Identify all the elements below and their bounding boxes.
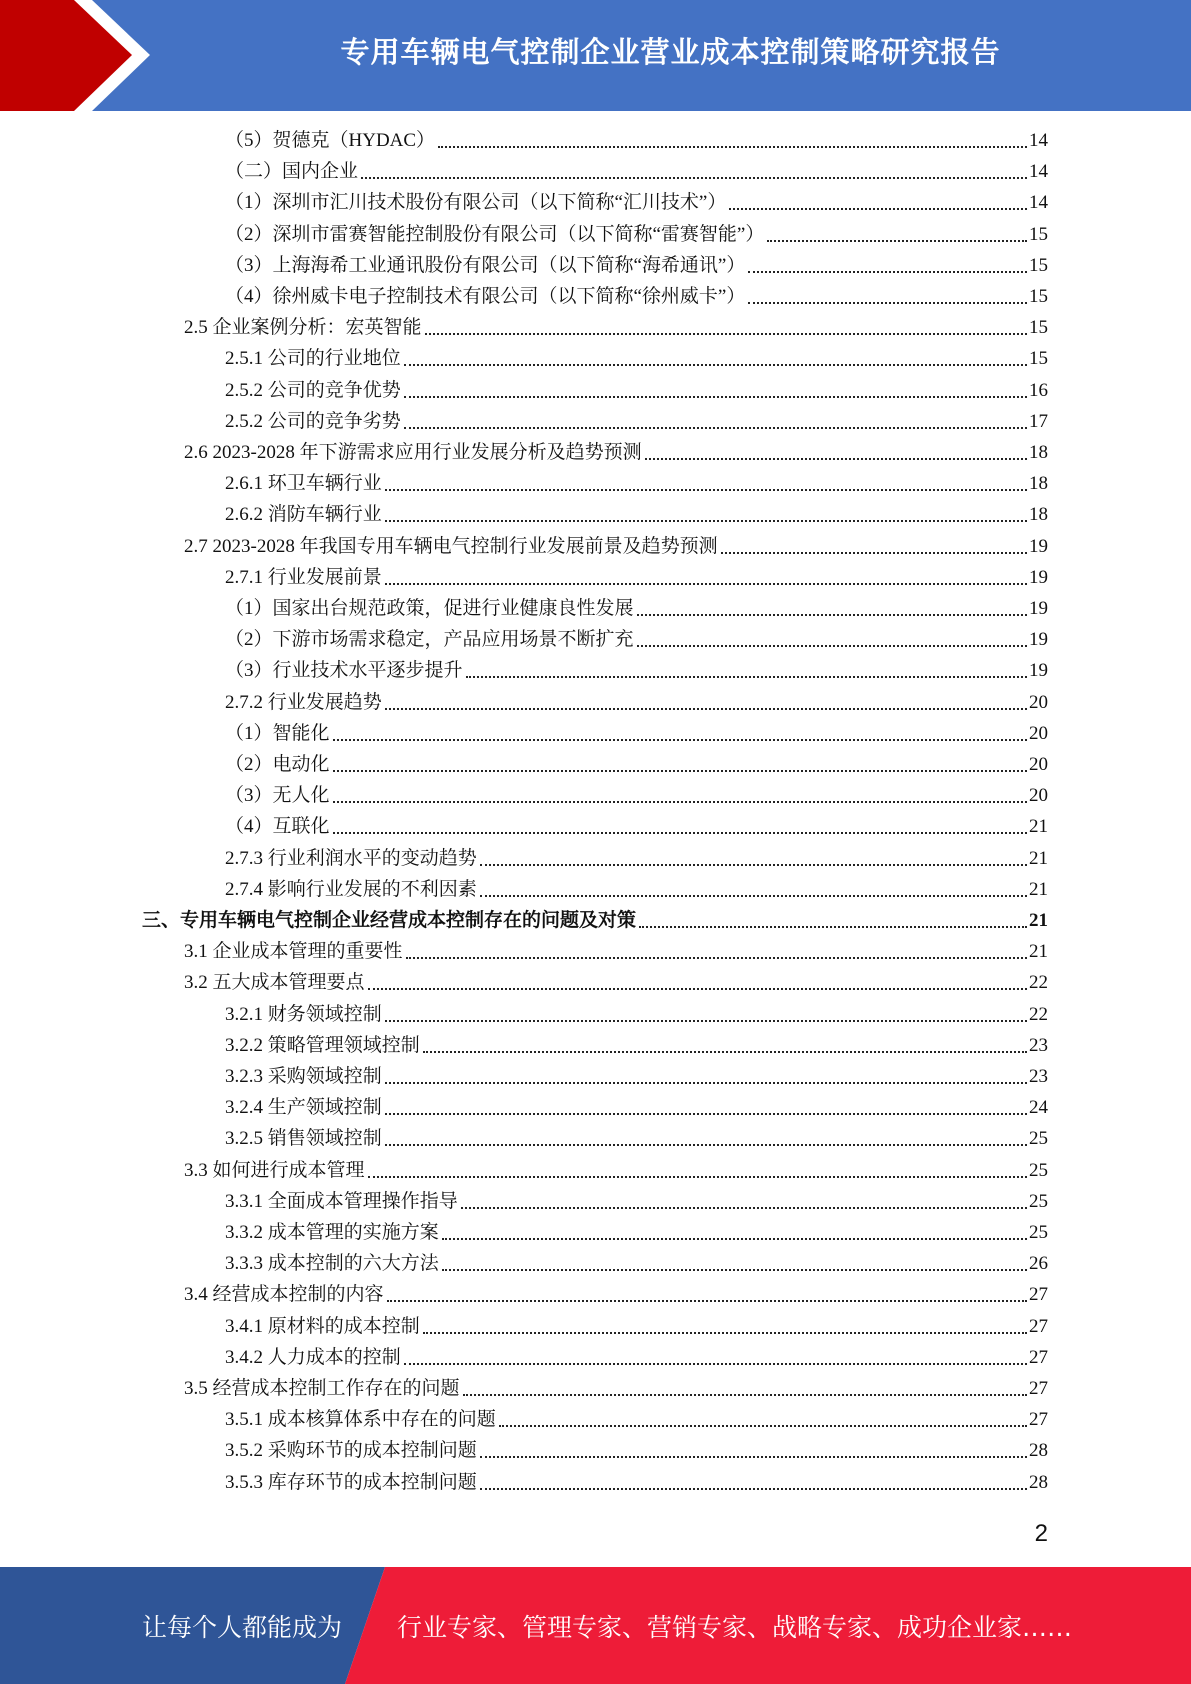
toc-dot-leader (637, 645, 1027, 647)
toc-dot-leader (463, 1394, 1027, 1396)
toc-entry-page: 18 (1029, 504, 1048, 526)
toc-entry[interactable] (225, 1064, 1048, 1090)
toc-entry-page: 21 (1029, 847, 1048, 869)
toc-entry-title: 3.2 五大成本管理要点 (184, 972, 365, 994)
toc-entry-title: 3.2.3 采购领域控制 (225, 1066, 382, 1087)
toc-dot-leader (637, 614, 1027, 616)
toc-entry[interactable] (225, 1407, 1048, 1433)
toc-entry-title: 2.5.1 公司的行业地位 (225, 348, 401, 370)
toc-dot-leader (385, 583, 1027, 585)
toc-entry-page: 15 (1029, 348, 1048, 370)
toc-dot-leader (423, 1051, 1027, 1053)
toc-entry-title: （4）互联化 (225, 816, 330, 838)
toc-entry[interactable] (225, 846, 1048, 872)
toc-entry-title: （1）深圳市汇川技术股份有限公司（以下简称“汇川技术”） (225, 192, 727, 214)
toc-entry[interactable] (225, 253, 1048, 279)
toc-entry-title: （二）国内企业 (225, 161, 359, 183)
toc-dot-leader (404, 1363, 1027, 1365)
toc-entry-title: 2.5.2 公司的竞争劣势 (225, 410, 401, 432)
toc-entry[interactable] (225, 378, 1048, 404)
toc-entry-title: （1）智能化 (225, 722, 330, 744)
page-number: 2 (1034, 1520, 1048, 1547)
toc-entry-page: 15 (1029, 286, 1048, 307)
toc-entry[interactable] (184, 939, 1048, 965)
toc-entry[interactable] (184, 1376, 1048, 1402)
toc-entry-page: 20 (1029, 785, 1048, 807)
toc-entry[interactable] (184, 970, 1048, 996)
toc-entry-page: 20 (1029, 754, 1048, 775)
toc-entry-title: 3.5.2 采购环节的成本控制问题 (225, 1440, 477, 1462)
toc-dot-leader (333, 801, 1027, 803)
toc-dot-leader (466, 676, 1027, 678)
toc-entry-page: 21 (1029, 816, 1048, 838)
toc-dot-leader (767, 240, 1027, 242)
toc-entry-page: 15 (1029, 317, 1048, 339)
toc-entry[interactable] (225, 1345, 1048, 1371)
toc-dot-leader (385, 1082, 1027, 1084)
toc-entry-title: 3.3.1 全面成本管理操作指导 (225, 1190, 458, 1212)
toc-entry[interactable] (225, 814, 1048, 840)
toc-entry-page: 14 (1029, 192, 1048, 214)
toc-entry[interactable] (184, 1282, 1048, 1308)
toc-entry-page: 28 (1029, 1471, 1048, 1493)
toc-dot-leader (480, 1456, 1027, 1458)
toc-entry[interactable] (225, 721, 1048, 747)
toc-entry-title: 2.7.3 行业利润水平的变动趋势 (225, 847, 477, 869)
toc-dot-leader (368, 1176, 1027, 1178)
toc-entry[interactable] (184, 1158, 1048, 1184)
toc-entry-title: 3.4 经营成本控制的内容 (184, 1284, 384, 1306)
toc-dot-leader (748, 271, 1027, 273)
toc-entry-title: 3.4.2 人力成本的控制 (225, 1346, 401, 1368)
toc-entry-page: 27 (1029, 1315, 1048, 1337)
toc-entry-title: 2.6.2 消防车辆行业 (225, 504, 382, 526)
toc-entry-title: 3.1 企业成本管理的重要性 (184, 941, 403, 963)
toc-entry-title: 2.7.2 行业发展趋势 (225, 691, 382, 713)
toc-entry-page: 19 (1029, 535, 1048, 557)
toc-dot-leader (368, 988, 1027, 990)
toc-entry[interactable] (225, 627, 1048, 653)
toc-entry[interactable] (225, 1220, 1048, 1246)
toc-entry[interactable] (225, 783, 1048, 809)
toc-entry-page: 18 (1029, 442, 1048, 463)
toc-entry-title: （3）行业技术水平逐步提升 (225, 660, 463, 682)
toc-entry-page: 19 (1029, 660, 1048, 682)
toc-dot-leader (361, 177, 1027, 179)
toc-entry-page: 19 (1029, 629, 1048, 651)
toc-entry[interactable] (225, 502, 1048, 528)
toc-entry-title: 3.5 经营成本控制工作存在的问题 (184, 1378, 460, 1399)
toc-entry-page: 18 (1029, 473, 1048, 495)
toc-entry-page: 27 (1029, 1409, 1048, 1431)
toc-entry-page: 26 (1029, 1253, 1048, 1275)
toc-entry-page: 25 (1029, 1128, 1048, 1150)
toc-dot-leader (385, 1020, 1027, 1022)
toc-entry[interactable] (184, 315, 1048, 341)
toc-entry-title: 3.5.3 库存环节的成本控制问题 (225, 1471, 477, 1493)
toc-entry-title: 2.5 企业案例分析：宏英智能 (184, 317, 422, 339)
footer-slogan-left: 让每个人都能成为 (142, 1612, 343, 1642)
toc-entry-page: 23 (1029, 1034, 1048, 1056)
toc-entry[interactable] (225, 1189, 1048, 1215)
toc-entry[interactable] (225, 752, 1048, 778)
toc-entry-title: 2.6.1 环卫车辆行业 (225, 473, 382, 495)
toc-entry[interactable] (184, 534, 1048, 560)
toc-entry-page: 25 (1029, 1190, 1048, 1212)
toc-entry-page: 14 (1029, 161, 1048, 183)
toc-dot-leader (423, 1332, 1027, 1334)
toc-entry[interactable] (225, 1126, 1048, 1152)
toc-entry-title: （3）上海海希工业通讯股份有限公司（以下简称“海希通讯”） (225, 254, 746, 276)
toc-entry[interactable] (184, 440, 1048, 466)
toc-dot-leader (385, 1144, 1027, 1146)
toc-entry[interactable] (225, 1470, 1048, 1496)
toc-entry-title: 2.7 2023-2028 年我国专用车辆电气控制行业发展前景及趋势预测 (184, 535, 718, 557)
toc-entry-title: 3.4.1 原材料的成本控制 (225, 1315, 420, 1337)
toc-entry-page: 22 (1029, 972, 1048, 994)
toc-entry[interactable] (225, 1033, 1048, 1059)
toc-entry-title: 3.2.4 生产领域控制 (225, 1097, 382, 1119)
toc-entry-title: （5）贺德克（HYDAC） (225, 130, 436, 151)
toc-entry-title: 3.2.2 策略管理领域控制 (225, 1034, 420, 1056)
toc-dot-leader (438, 146, 1027, 148)
toc-entry[interactable] (225, 1002, 1048, 1028)
toc-entry-title: 2.7.1 行业发展前景 (225, 566, 382, 588)
toc-entry[interactable] (225, 471, 1048, 497)
toc-entry-title: （2）下游市场需求稳定，产品应用场景不断扩充 (225, 629, 634, 651)
arrow-logo-icon (0, 0, 160, 111)
toc-entry[interactable] (225, 877, 1048, 903)
toc-entry-page: 16 (1029, 379, 1048, 401)
toc-dot-leader (404, 364, 1027, 366)
toc-entry-page: 15 (1029, 254, 1048, 276)
toc-dot-leader (480, 895, 1027, 897)
toc-dot-leader (499, 1425, 1027, 1427)
toc-entry-page: 27 (1029, 1378, 1048, 1399)
toc-dot-leader (406, 957, 1027, 959)
toc-entry-page: 17 (1029, 410, 1048, 432)
toc-entry[interactable] (225, 222, 1048, 248)
toc-dot-leader (645, 458, 1027, 460)
toc-entry-page: 21 (1029, 878, 1048, 900)
toc-entry-page: 25 (1029, 1222, 1048, 1243)
toc-dot-leader (404, 396, 1027, 398)
toc-entry[interactable] (225, 1438, 1048, 1464)
toc-entry-title: 2.5.2 公司的竞争优势 (225, 379, 401, 401)
page-footer (0, 1567, 1191, 1684)
toc-entry-title: 3.2.5 销售领域控制 (225, 1128, 382, 1150)
report-title: 专用车辆电气控制企业营业成本控制策略研究报告 (340, 34, 1001, 69)
toc-dot-leader (442, 1269, 1027, 1271)
toc-entry-page: 28 (1029, 1440, 1048, 1462)
toc-dot-leader (404, 427, 1027, 429)
toc-entry[interactable] (225, 690, 1048, 716)
toc-entry-page: 20 (1029, 722, 1048, 744)
footer-slogan-right: 行业专家、管理专家、营销专家、战略专家、成功企业家…… (397, 1612, 1073, 1642)
toc-entry-title: 三、专用车辆电气控制企业经营成本控制存在的问题及对策 (142, 910, 637, 931)
toc-dot-leader (385, 1113, 1027, 1115)
toc-entry-title: 2.6 2023-2028 年下游需求应用行业发展分析及趋势预测 (184, 442, 642, 463)
toc-entry-title: 2.7.4 影响行业发展的不利因素 (225, 878, 477, 900)
toc-entry-page: 25 (1029, 1159, 1048, 1181)
toc-entry-title: 3.5.1 成本核算体系中存在的问题 (225, 1409, 496, 1431)
toc-entry[interactable] (225, 596, 1048, 622)
toc-entry-title: （3）无人化 (225, 785, 330, 807)
toc-dot-leader (385, 708, 1027, 710)
toc-entry-title: 3.2.1 财务领域控制 (225, 1003, 382, 1025)
toc-dot-leader (461, 1207, 1027, 1209)
page-header (0, 0, 1191, 111)
toc-entry-page: 27 (1029, 1346, 1048, 1368)
toc-entry-page: 20 (1029, 691, 1048, 713)
toc-entry-page: 14 (1029, 130, 1048, 151)
toc-entry[interactable] (225, 409, 1048, 435)
toc-entry-page: 21 (1029, 910, 1048, 931)
toc-dot-leader (480, 1488, 1027, 1490)
toc-dot-leader (425, 333, 1027, 335)
toc-entry-page: 22 (1029, 1003, 1048, 1025)
toc-dot-leader (387, 1300, 1027, 1302)
toc-entry-title: （2）电动化 (225, 754, 330, 775)
toc-entry-page: 19 (1029, 598, 1048, 619)
toc-entry[interactable] (225, 658, 1048, 684)
toc-entry[interactable] (225, 284, 1048, 310)
toc-dot-leader (729, 208, 1027, 210)
toc-entry-title: 3.3 如何进行成本管理 (184, 1159, 365, 1181)
toc-entry[interactable] (225, 565, 1048, 591)
toc-entry-page: 23 (1029, 1066, 1048, 1087)
toc-entry[interactable] (225, 128, 1048, 154)
toc-entry[interactable] (225, 1095, 1048, 1121)
toc-entry-page: 24 (1029, 1097, 1048, 1119)
toc-entry-title: 3.3.3 成本控制的六大方法 (225, 1253, 439, 1275)
toc-entry-page: 19 (1029, 566, 1048, 588)
toc-entry-page: 21 (1029, 941, 1048, 963)
toc-dot-leader (748, 302, 1027, 304)
toc-entry[interactable] (225, 1251, 1048, 1277)
toc-dot-leader (442, 1238, 1027, 1240)
toc-dot-leader (480, 864, 1027, 866)
toc-dot-leader (639, 926, 1027, 928)
toc-entry[interactable] (225, 159, 1048, 185)
toc-entry-title: （2）深圳市雷赛智能控制股份有限公司（以下简称“雷赛智能”） (225, 223, 765, 245)
toc-entry[interactable] (225, 1314, 1048, 1340)
toc-dot-leader (333, 770, 1027, 772)
toc-dot-leader (385, 489, 1027, 491)
toc-entry[interactable] (225, 346, 1048, 372)
toc-entry-title: （4）徐州威卡电子控制技术有限公司（以下简称“徐州威卡”） (225, 286, 746, 307)
toc-entry[interactable] (142, 908, 1048, 934)
toc-entry-title: 3.3.2 成本管理的实施方案 (225, 1222, 439, 1243)
toc-entry-page: 27 (1029, 1284, 1048, 1306)
toc-dot-leader (385, 520, 1027, 522)
toc-entry-title: （1）国家出台规范政策，促进行业健康良性发展 (225, 598, 634, 619)
toc-dot-leader (721, 552, 1027, 554)
toc-dot-leader (333, 739, 1027, 741)
toc-entry[interactable] (225, 190, 1048, 216)
toc-dot-leader (333, 832, 1027, 834)
toc-entry-page: 15 (1029, 223, 1048, 245)
